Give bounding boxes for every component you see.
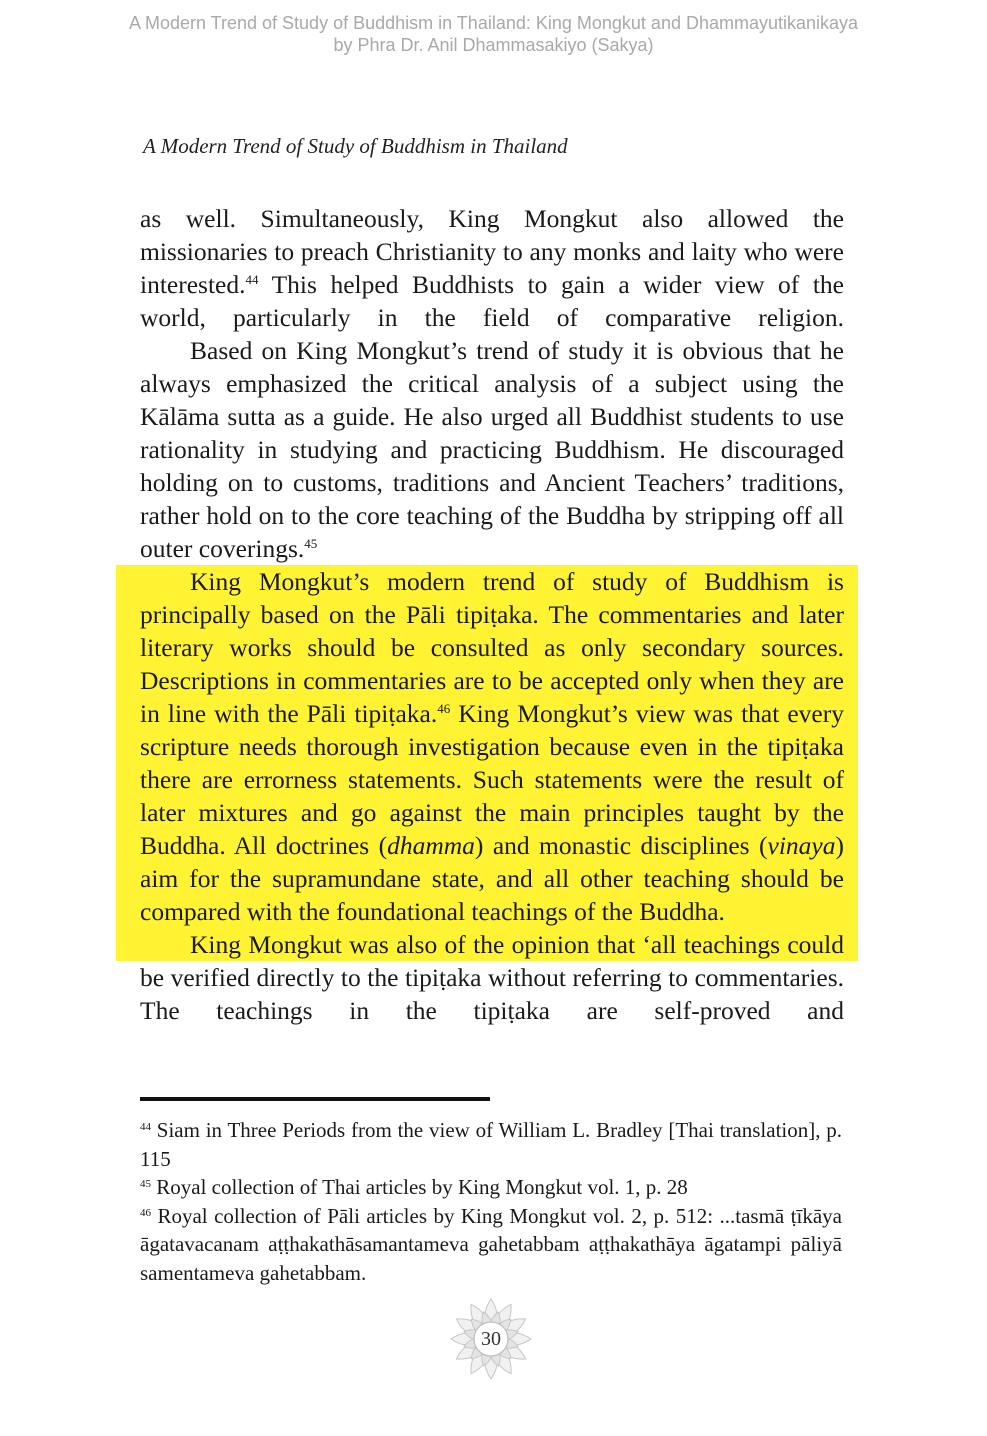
- paragraph-1: [140, 202, 844, 334]
- footnote-ref-44: 44: [245, 272, 259, 287]
- footnotes: [140, 1116, 842, 1287]
- paragraph-3-text-d: ) aim for the supramundane state, and all other teaching should be compared with the foundational teachings of the Buddha.: [140, 831, 844, 926]
- footnote-divider: [140, 1097, 490, 1101]
- paragraph-2-text: Based on King Mongkut’s trend of study it is obvious that he always emphasized the critical analysis of a subject using the Kālāma sutta as a guide. He also urged all Buddhist students to use rationality in studying and practicing Buddhism. He discouraged holding on to customs, traditions and Ancient Teachers’ traditions, rather hold on to the core teaching of the Buddha by stripping off all outer coverings.: [140, 336, 844, 563]
- footnote-44: [140, 1116, 842, 1173]
- footnote-number: 45: [140, 1178, 151, 1190]
- footnote-number: 44: [140, 1121, 151, 1133]
- paragraph-1-text-a: as well. Simultaneously, King Mongkut also allowed the missionaries to preach Christianity to any monks and laity who were interested.: [140, 204, 844, 299]
- paragraph-4: King Mongkut was also of the opinion that ‘all teachings could be verified directly to the tipiṭaka without referring to commentaries. The teachings in the tipiṭaka are self-proved and: [140, 930, 844, 1025]
- footnote-text: Royal collection of Thai articles by King Mongkut vol. 1, p. 28: [156, 1175, 688, 1199]
- document-author: by Phra Dr. Anil Dhammasakiyo (Sakya): [333, 35, 654, 55]
- paragraph-1-text-b: This helped Buddhists to gain a wider view of the world, particularly in the field of comparative religion.: [140, 270, 844, 332]
- term-dhamma: dhamma: [387, 831, 475, 860]
- running-head: A Modern Trend of Study of Buddhism in Thailand: [143, 134, 568, 158]
- footnote-46: [140, 1202, 842, 1288]
- paragraph-3-text-b: King Mongkut’s view was that every scripture needs thorough investigation because even in the tipiṭaka there are errorness statements. Such statements were the result of later mixtures and go against the main principles taught by the Buddha. All doctrines (: [140, 699, 844, 860]
- body-text: [140, 202, 844, 1027]
- paragraph-3-highlighted: [140, 565, 844, 928]
- footnote-ref-46: 46: [437, 701, 451, 716]
- document-title: A Modern Trend of Study of Buddhism in Thailand: King Mongkut and Dhammayutikanikaya: [128, 13, 859, 33]
- page-number: 30: [481, 1328, 501, 1350]
- footnote-ref-45: 45: [304, 536, 318, 551]
- footnote-45: [140, 1173, 842, 1202]
- term-vinaya: vinaya: [767, 831, 836, 860]
- page-number-ornament: [450, 1298, 532, 1380]
- paragraph-3-text-a: King Mongkut’s modern trend of study of Buddhism is principally based on the Pāli tipiṭaka. The commentaries and later literary works should be consulted as only secondary sources. Descriptions in commentaries are to be accepted only when they are in line with the Pāli tipiṭaka.: [140, 567, 844, 728]
- paragraph-2: [140, 334, 844, 565]
- document-header: [0, 12, 987, 56]
- footnote-number: 46: [140, 1206, 151, 1219]
- paragraph-3-text-c: ) and monastic disciplines (: [474, 831, 768, 860]
- footnote-text: Siam in Three Periods from the view of William L. Bradley [Thai translation], p. 115: [140, 1118, 843, 1171]
- footnote-text: Royal collection of Pāli articles by King Mongkut vol. 2, p. 512: ...tasmā ṭīkāya āgatavacanam aṭṭhakathāsamantameva gahetabbam aṭṭhakathāya āgatampi pāliyā samentameva gahetabbam.: [140, 1203, 842, 1285]
